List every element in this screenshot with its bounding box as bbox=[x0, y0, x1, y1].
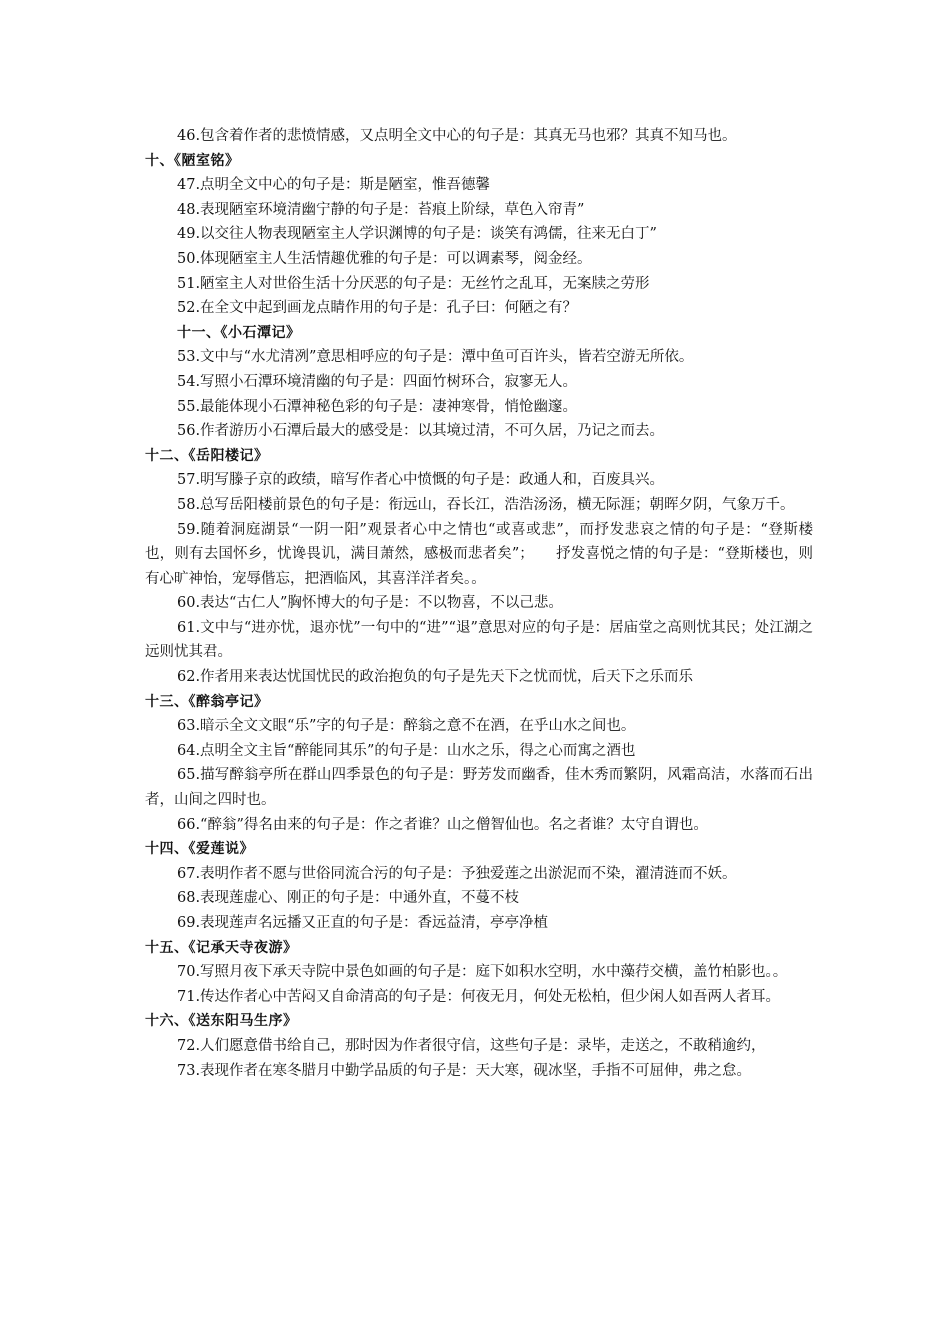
list-item: 59.随着洞庭湖景“一阴一阳”观景者心中之情也“或喜或悲”，而抒发悲哀之情的句子是：“登斯楼也，则有去国怀乡，忧谗畏讥，满目萧然，感极而悲者矣”； 抒发喜悦之情的句子是：“登斯楼也，则有心旷神怡，宠辱偕忘，把酒临风，其喜洋洋者矣。。 bbox=[145, 521, 813, 587]
list-item: 64.点明全文主旨“醉能同其乐”的句子是：山水之乐，得之心而寓之酒也 bbox=[177, 742, 636, 759]
list-item: 71.传达作者心中苦闷又自命清高的句子是：何夜无月，何处无松柏，但少闲人如吾两人者耳。 bbox=[177, 988, 781, 1005]
section-heading: 十四、《爱莲说》 bbox=[145, 841, 254, 858]
list-item: 73.表现作者在寒冬腊月中勤学品质的句子是：天大寒，砚冰坚，手指不可屈伸，弗之怠。 bbox=[177, 1062, 752, 1079]
list-item: 56.作者游历小石潭后最大的感受是：以其境过清，不可久居，乃记之而去。 bbox=[177, 423, 665, 440]
section-heading: 十、《陋室铭》 bbox=[145, 152, 240, 169]
list-item: 63.暗示全文文眼“乐”字的句子是：醉翁之意不在酒，在乎山水之间也。 bbox=[177, 718, 636, 735]
section-heading: 十六、《送东阳马生序》 bbox=[145, 1013, 298, 1030]
section-heading: 十三、《醉翁亭记》 bbox=[145, 693, 269, 710]
list-item: 60.表达“古仁人”胸怀博大的句子是：不以物喜，不以己悲。 bbox=[177, 595, 563, 612]
list-item: 68.表现莲虚心、刚正的句子是：中通外直，不蔓不枝 bbox=[177, 890, 520, 907]
list-item: 58.总写岳阳楼前景色的句子是：衔远山，吞长江，浩浩汤汤，横无际涯；朝晖夕阴，气象万千。 bbox=[177, 496, 795, 513]
list-item: 49.以交往人物表现陋室主人学识渊博的句子是：谈笑有鸿儒，往来无白丁” bbox=[177, 226, 657, 243]
section-heading: 十二、《岳阳楼记》 bbox=[145, 447, 269, 464]
section-heading: 十一、《小石潭记》 bbox=[177, 324, 301, 341]
list-item: 52.在全文中起到画龙点睛作用的句子是：孔子曰：何陋之有？ bbox=[177, 300, 578, 317]
list-item: 48.表现陋室环境清幽宁静的句子是：苔痕上阶绿，草色入帘青” bbox=[177, 201, 585, 218]
list-item: 46.包含着作者的悲愤情感，又点明全文中心的句子是：其真无马也邪？其真不知马也。 bbox=[177, 128, 737, 144]
list-item: 53.文中与“水尤清冽”意思相呼应的句子是：潭中鱼可百许头，皆若空游无所依。 bbox=[177, 349, 694, 366]
list-item: 66.“醉翁”得名由来的句子是：作之者谁？山之僧智仙也。名之者谁？太守自谓也。 bbox=[177, 816, 708, 833]
list-item: 57.明写滕子京的政绩，暗写作者心中愤慨的句子是：政通人和，百废具兴。 bbox=[177, 472, 665, 489]
list-item: 69.表现莲声名远播又正直的句子是：香远益清，亭亭净植 bbox=[177, 915, 549, 931]
list-item: 50.体现陋室主人生活情趣优雅的句子是：可以调素琴，阅金经。 bbox=[177, 250, 592, 267]
list-item: 67.表明作者不愿与世俗同流合污的句子是：予独爱莲之出淤泥而不染，濯清涟而不妖。 bbox=[177, 865, 737, 882]
list-item: 70.写照月夜下承天寺院中景色如画的句子是：庭下如积水空明，水中藻荇交横，盖竹柏影也。。 bbox=[177, 964, 788, 981]
list-item: 65.描写醉翁亭所在群山四季景色的句子是：野芳发而幽香，佳木秀而繁阴，风霜高洁，水落而石出者，山间之四时也。 bbox=[145, 767, 813, 809]
list-item: 72.人们愿意借书给自己，那时因为作者很守信，这些句子是：录毕，走送之，不敢稍逾约， bbox=[177, 1037, 766, 1054]
document-body bbox=[145, 124, 813, 1083]
list-item: 51.陋室主人对世俗生活十分厌恶的句子是：无丝竹之乱耳，无案牍之劳形 bbox=[177, 275, 650, 292]
list-item: 61.文中与“进亦忧，退亦忧”一句中的“进”“退”意思对应的句子是：居庙堂之高则忧其民；处江湖之远则忧其君。 bbox=[145, 619, 813, 661]
list-item: 54.写照小石潭环境清幽的句子是：四面竹树环合，寂寥无人。 bbox=[177, 373, 578, 390]
section-heading: 十五、《记承天寺夜游》 bbox=[145, 939, 298, 956]
list-item: 62.作者用来表达忧国忧民的政治抱负的句子是先天下之忧而忧，后天下之乐而乐 bbox=[177, 669, 694, 686]
list-item: 47.点明全文中心的句子是：斯是陋室，惟吾德馨 bbox=[177, 177, 491, 194]
list-item: 55.最能体现小石潭神秘色彩的句子是：凄神寒骨，悄怆幽邃。 bbox=[177, 398, 578, 415]
